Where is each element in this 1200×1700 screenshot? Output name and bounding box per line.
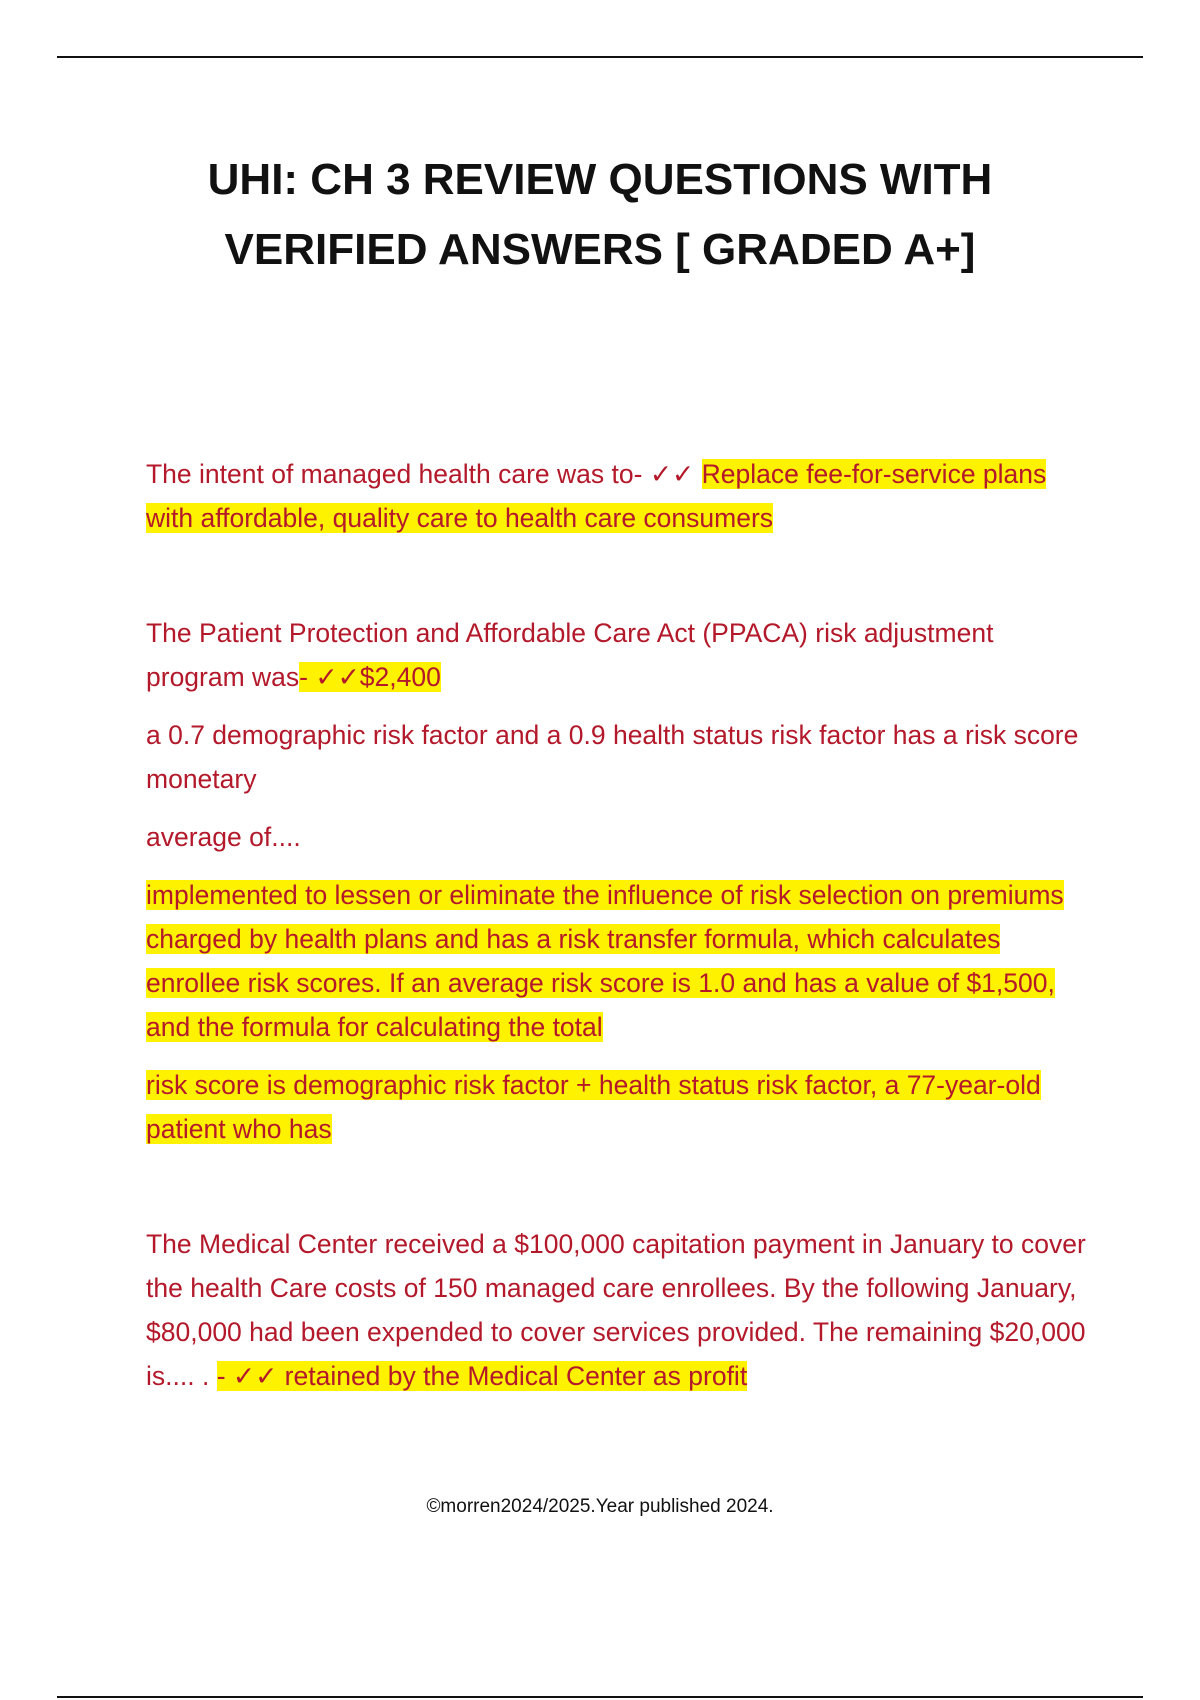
title-line-1: UHI: CH 3 REVIEW QUESTIONS WITH xyxy=(207,155,993,204)
qa-item-1 xyxy=(146,452,1096,540)
footer-copyright: ©morren2024/2025.Year published 2024. xyxy=(426,1496,774,1517)
document-title xyxy=(0,145,1200,285)
highlight-text-1: implemented to lessen or eliminate the influence of risk selection on premiums charged by health plans and has a risk transfer formula, which calculates enrollee risk scores. If an average risk score is 1.0 and has a value of $1,500, and the formula for calculating the total xyxy=(146,880,1064,1042)
checkmark-icon: ✓✓ xyxy=(649,459,695,489)
answer-2-highlight xyxy=(299,662,441,692)
highlight-text-2: risk score is demographic risk factor + health status risk factor, a 77-year-old patient who has xyxy=(146,1070,1041,1144)
question-1: The intent of managed health care was to- xyxy=(146,459,650,489)
answer-3-lead: - xyxy=(216,1361,233,1391)
qa-item-2-highlight-1 xyxy=(146,873,1096,1049)
qa-item-2-highlight-2 xyxy=(146,1063,1096,1151)
checkmark-icon: ✓✓ xyxy=(315,662,360,692)
qa-item-2-continuation-1: a 0.7 demographic risk factor and a 0.9 health status risk factor has a risk score monetary xyxy=(146,720,1079,794)
answer-2-lead: - xyxy=(299,662,316,692)
top-rule xyxy=(57,56,1143,58)
answer-2: $2,400 xyxy=(359,662,441,692)
answer-1: Replace fee-for-service plans with affordable, quality care to health care consumers xyxy=(146,459,1047,533)
answer-3: retained by the Medical Center as profit xyxy=(277,1361,748,1391)
qa-item-2 xyxy=(146,611,1096,699)
question-3: The Medical Center received a $100,000 capitation payment in January to cover the health Care costs of 150 managed care enrollees. By the following January, $80,000 had been expended to cover services provided. The remaining $20,000 is.... . xyxy=(146,1229,1086,1391)
title-line-2: VERIFIED ANSWERS [ GRADED A+] xyxy=(224,225,976,274)
answer-3-highlight xyxy=(217,1361,748,1391)
question-2: The Patient Protection and Affordable Care Act (PPACA) risk adjustment program was xyxy=(146,618,994,692)
checkmark-icon: ✓✓ xyxy=(232,1361,278,1391)
qa-item-2-continuation-2: average of.... xyxy=(146,822,301,852)
bottom-rule xyxy=(57,1696,1143,1698)
qa-content xyxy=(146,452,1096,1398)
qa-item-3 xyxy=(146,1222,1096,1398)
